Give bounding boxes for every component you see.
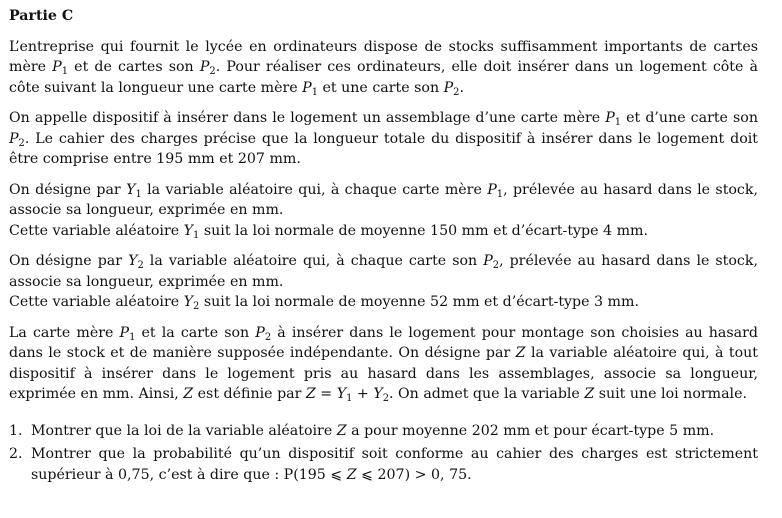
subscript-2: 2: [193, 301, 200, 312]
var-p-letter: P: [199, 59, 210, 75]
subscript-1: 1: [135, 188, 142, 200]
subscript-1: 1: [61, 66, 69, 77]
var-p2: [255, 325, 271, 341]
question-number: 1.: [9, 422, 23, 439]
p5-text-a: La carte mère: [9, 324, 120, 341]
question-text-b: ⩽ 207) > 0, 75.: [356, 466, 472, 483]
var-z: Z: [305, 386, 316, 402]
question-list: [9, 421, 758, 486]
question-text-a: Montrer que la loi de la variable aléatoire: [31, 422, 337, 439]
plus-sign: +: [352, 386, 374, 402]
var-z: Z: [336, 422, 347, 439]
p2-text-b: et d’une carte son: [621, 110, 758, 126]
p3-text-d: Cette variable aléatoire: [9, 222, 184, 239]
subscript-1: 1: [193, 229, 200, 241]
p5-text-d: la variable aléatoire qui, à tout dispositif à insérer dans le logement pris au hasard dans les assemblages, associe sa longueur, exprimée en mm. Ainsi,: [9, 345, 758, 402]
var-p-letter: P: [9, 130, 19, 147]
subscript-1: 1: [614, 117, 622, 128]
equals-sign: =: [315, 386, 337, 402]
var-z: Z: [515, 345, 526, 361]
p4-text-b: la variable aléatoire qui, à chaque carte son: [143, 253, 484, 269]
var-y-letter: Y: [126, 181, 136, 198]
var-p1: [52, 59, 68, 75]
subscript-2: 2: [18, 137, 25, 149]
var-p1: [120, 325, 136, 341]
var-p-letter: P: [119, 324, 130, 341]
section-title: Partie C: [9, 8, 74, 24]
subscript-1: 1: [311, 86, 319, 98]
var-p2: [444, 80, 460, 96]
var-p2: [200, 59, 216, 75]
var-z: Z: [584, 386, 595, 402]
question-2: [9, 444, 758, 485]
subscript-2: 2: [137, 260, 144, 271]
p3-text-a: On désigne par: [9, 181, 127, 198]
var-z: Z: [346, 466, 357, 483]
var-y1: [126, 182, 142, 198]
subscript-1: 1: [346, 393, 353, 404]
paragraph-y2: [9, 251, 758, 313]
paragraph-dispositif: [9, 108, 758, 170]
p2-text-c: . Le cahier des charges précise que la longueur totale du dispositif à insérer dans le logement doit être comprise entre 195 mm et 207 mm.: [9, 130, 758, 167]
var-y2: [184, 294, 200, 310]
var-y-letter: Y: [183, 222, 194, 239]
p4-text-d: Cette variable aléatoire: [9, 294, 184, 310]
p4-text-c: , prélevée au hasard dans le stock, associe sa longueur, exprimée en mm.: [9, 253, 758, 290]
subscript-1: 1: [496, 188, 504, 200]
p3-line-2: [9, 221, 758, 242]
var-y-letter: Y: [128, 253, 138, 269]
p3-text-b: la variable aléatoire qui, à chaque carte mère: [141, 181, 488, 198]
paragraph-y1: [9, 180, 758, 242]
var-y2: [128, 253, 144, 269]
p1-text-b: et de cartes son: [68, 59, 200, 75]
var-p2: [9, 131, 25, 147]
subscript-2: 2: [453, 86, 460, 98]
var-y1: [184, 223, 200, 239]
question-text-b: a pour moyenne 202 mm et pour écart-type 5 mm.: [346, 422, 715, 439]
p5-text-b: et la carte son: [135, 324, 256, 341]
var-y-letter: Y: [183, 294, 194, 310]
var-p1: [605, 110, 621, 126]
var-p-letter: P: [483, 253, 493, 269]
paragraph-z: [9, 323, 758, 405]
subscript-2: 2: [382, 393, 390, 404]
var-p2: [483, 253, 499, 269]
question-1: [9, 421, 758, 442]
p1-text-a: L’entreprise qui fournit le lycée en ordinateurs dispose de stocks suffisamment importants de cartes mère: [9, 38, 758, 75]
var-y-letter: Y: [336, 386, 347, 402]
p4-text-a: On désigne par: [9, 253, 129, 269]
subscript-2: 2: [264, 331, 272, 343]
var-p1: [487, 182, 503, 198]
p5-text-g: suit une loi normale.: [594, 386, 748, 402]
p1-text-d: et une carte son: [318, 79, 444, 96]
p4-line-2: [9, 292, 758, 313]
p5-text-f: . On admet que la variable: [389, 386, 585, 402]
p1-text-e: .: [459, 79, 464, 96]
var-p-letter: P: [52, 59, 62, 75]
subscript-2: 2: [209, 66, 216, 77]
paragraph-stocks: [9, 37, 758, 99]
equation-z-sum: [306, 386, 389, 402]
var-y-letter: Y: [373, 386, 383, 402]
p4-text-e: suit la loi normale de moyenne 52 mm et d’écart-type 3 mm.: [199, 294, 639, 310]
var-p-letter: P: [487, 181, 497, 198]
p5-text-e: est définie par: [193, 386, 306, 402]
question-number: 2.: [9, 446, 23, 462]
var-p-letter: P: [605, 110, 615, 126]
p2-text-a: On appelle dispositif à insérer dans le logement un assemblage d’une carte mère: [9, 110, 606, 126]
p3-text-c: , prélevée au hasard dans le stock, associe sa longueur, exprimée en mm.: [9, 181, 758, 218]
p3-text-e: suit la loi normale de moyenne 150 mm et d’écart-type 4 mm.: [199, 222, 648, 239]
p5-text-c: à insérer dans le logement pour montage son choisies au hasard dans le stock et de manière supposée indépendante. On désigne par: [9, 324, 758, 361]
subscript-2: 2: [492, 260, 500, 271]
question-text-a: Montrer que la probabilité qu’un dispositif soit conforme au cahier des charges est strictement supérieur à 0,75, c’est à dire que : P(195 ⩽: [31, 446, 758, 483]
var-p-letter: P: [255, 324, 265, 341]
var-p-letter: P: [443, 79, 454, 96]
subscript-1: 1: [129, 331, 136, 343]
var-p-letter: P: [302, 79, 312, 96]
p1-text-c: . Pour réaliser ces ordinateurs, elle doit insérer dans un logement côte à côte suivant la longueur une carte mère: [9, 59, 759, 96]
var-p1: [302, 80, 318, 96]
var-z: Z: [183, 386, 194, 402]
